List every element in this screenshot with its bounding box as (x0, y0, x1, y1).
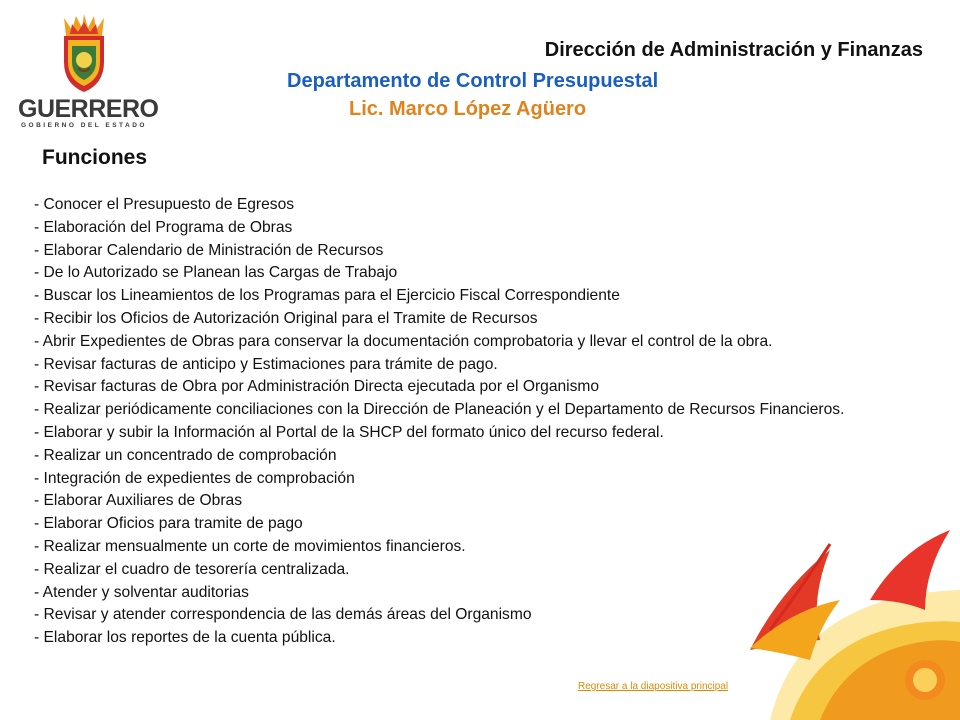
section-title: Funciones (42, 146, 148, 169)
list-item: - Elaborar Auxiliares de Obras (34, 492, 243, 510)
list-item: - Conocer el Presupuesto de Egresos (34, 196, 295, 213)
list-item: - Integración de expedientes de comprobación (34, 469, 355, 487)
list-item: - Recibir los Oficios de Autorización Original para el Tramite de Recursos (34, 309, 538, 327)
list-item: - Buscar los Lineamientos de los Programas para el Ejercicio Fiscal Correspondiente (34, 287, 620, 305)
logo-wordmark: GUERRERO (18, 95, 159, 123)
list-item: - Elaboración del Programa de Obras (34, 218, 293, 236)
list-item: - Atender y solventar auditorias (34, 583, 249, 601)
list-item: - Realizar periódicamente conciliaciones con la Dirección de Planeación y el Departamento de Recursos Financieros. (34, 401, 845, 419)
logo-subtitle: GOBIERNO DEL ESTADO (21, 122, 147, 129)
list-item: - Elaborar y subir la Información al Portal de la SHCP del formato único del recurso federal. (34, 423, 664, 441)
list-item: - Abrir Expedientes de Obras para conservar la documentación comprobatoria y llevar el control de la obra. (34, 332, 773, 350)
back-to-main-slide-link[interactable]: Regresar a la diapositiva principal (578, 681, 729, 692)
page-title: Dirección de Administración y Finanzas (544, 39, 923, 61)
decorative-swoosh (750, 530, 960, 720)
list-item: - De lo Autorizado se Planean las Cargas de Trabajo (34, 264, 398, 282)
responsible-name: Lic. Marco López Agüero (349, 98, 587, 120)
list-item: - Revisar facturas de Obra por Administración Directa ejecutada por el Organismo (34, 378, 600, 396)
list-item: - Realizar mensualmente un corte de movimientos financieros. (34, 537, 466, 555)
list-item: - Elaborar los reportes de la cuenta pública. (34, 629, 336, 647)
list-item: - Revisar facturas de anticipo y Estimaciones para trámite de pago. (34, 355, 498, 373)
list-item: - Realizar el cuadro de tesorería centralizada. (34, 560, 350, 578)
guerrero-logo (18, 14, 159, 129)
coat-of-arms-icon (56, 14, 112, 94)
list-item: - Revisar y atender correspondencia de las demás áreas del Organismo (34, 606, 532, 624)
department-name: Departamento de Control Presupuestal (287, 70, 659, 92)
list-item: - Elaborar Calendario de Ministración de Recursos (34, 241, 384, 259)
list-item: - Realizar un concentrado de comprobación (34, 446, 337, 464)
list-item: - Elaborar Oficios para tramite de pago (34, 515, 303, 533)
